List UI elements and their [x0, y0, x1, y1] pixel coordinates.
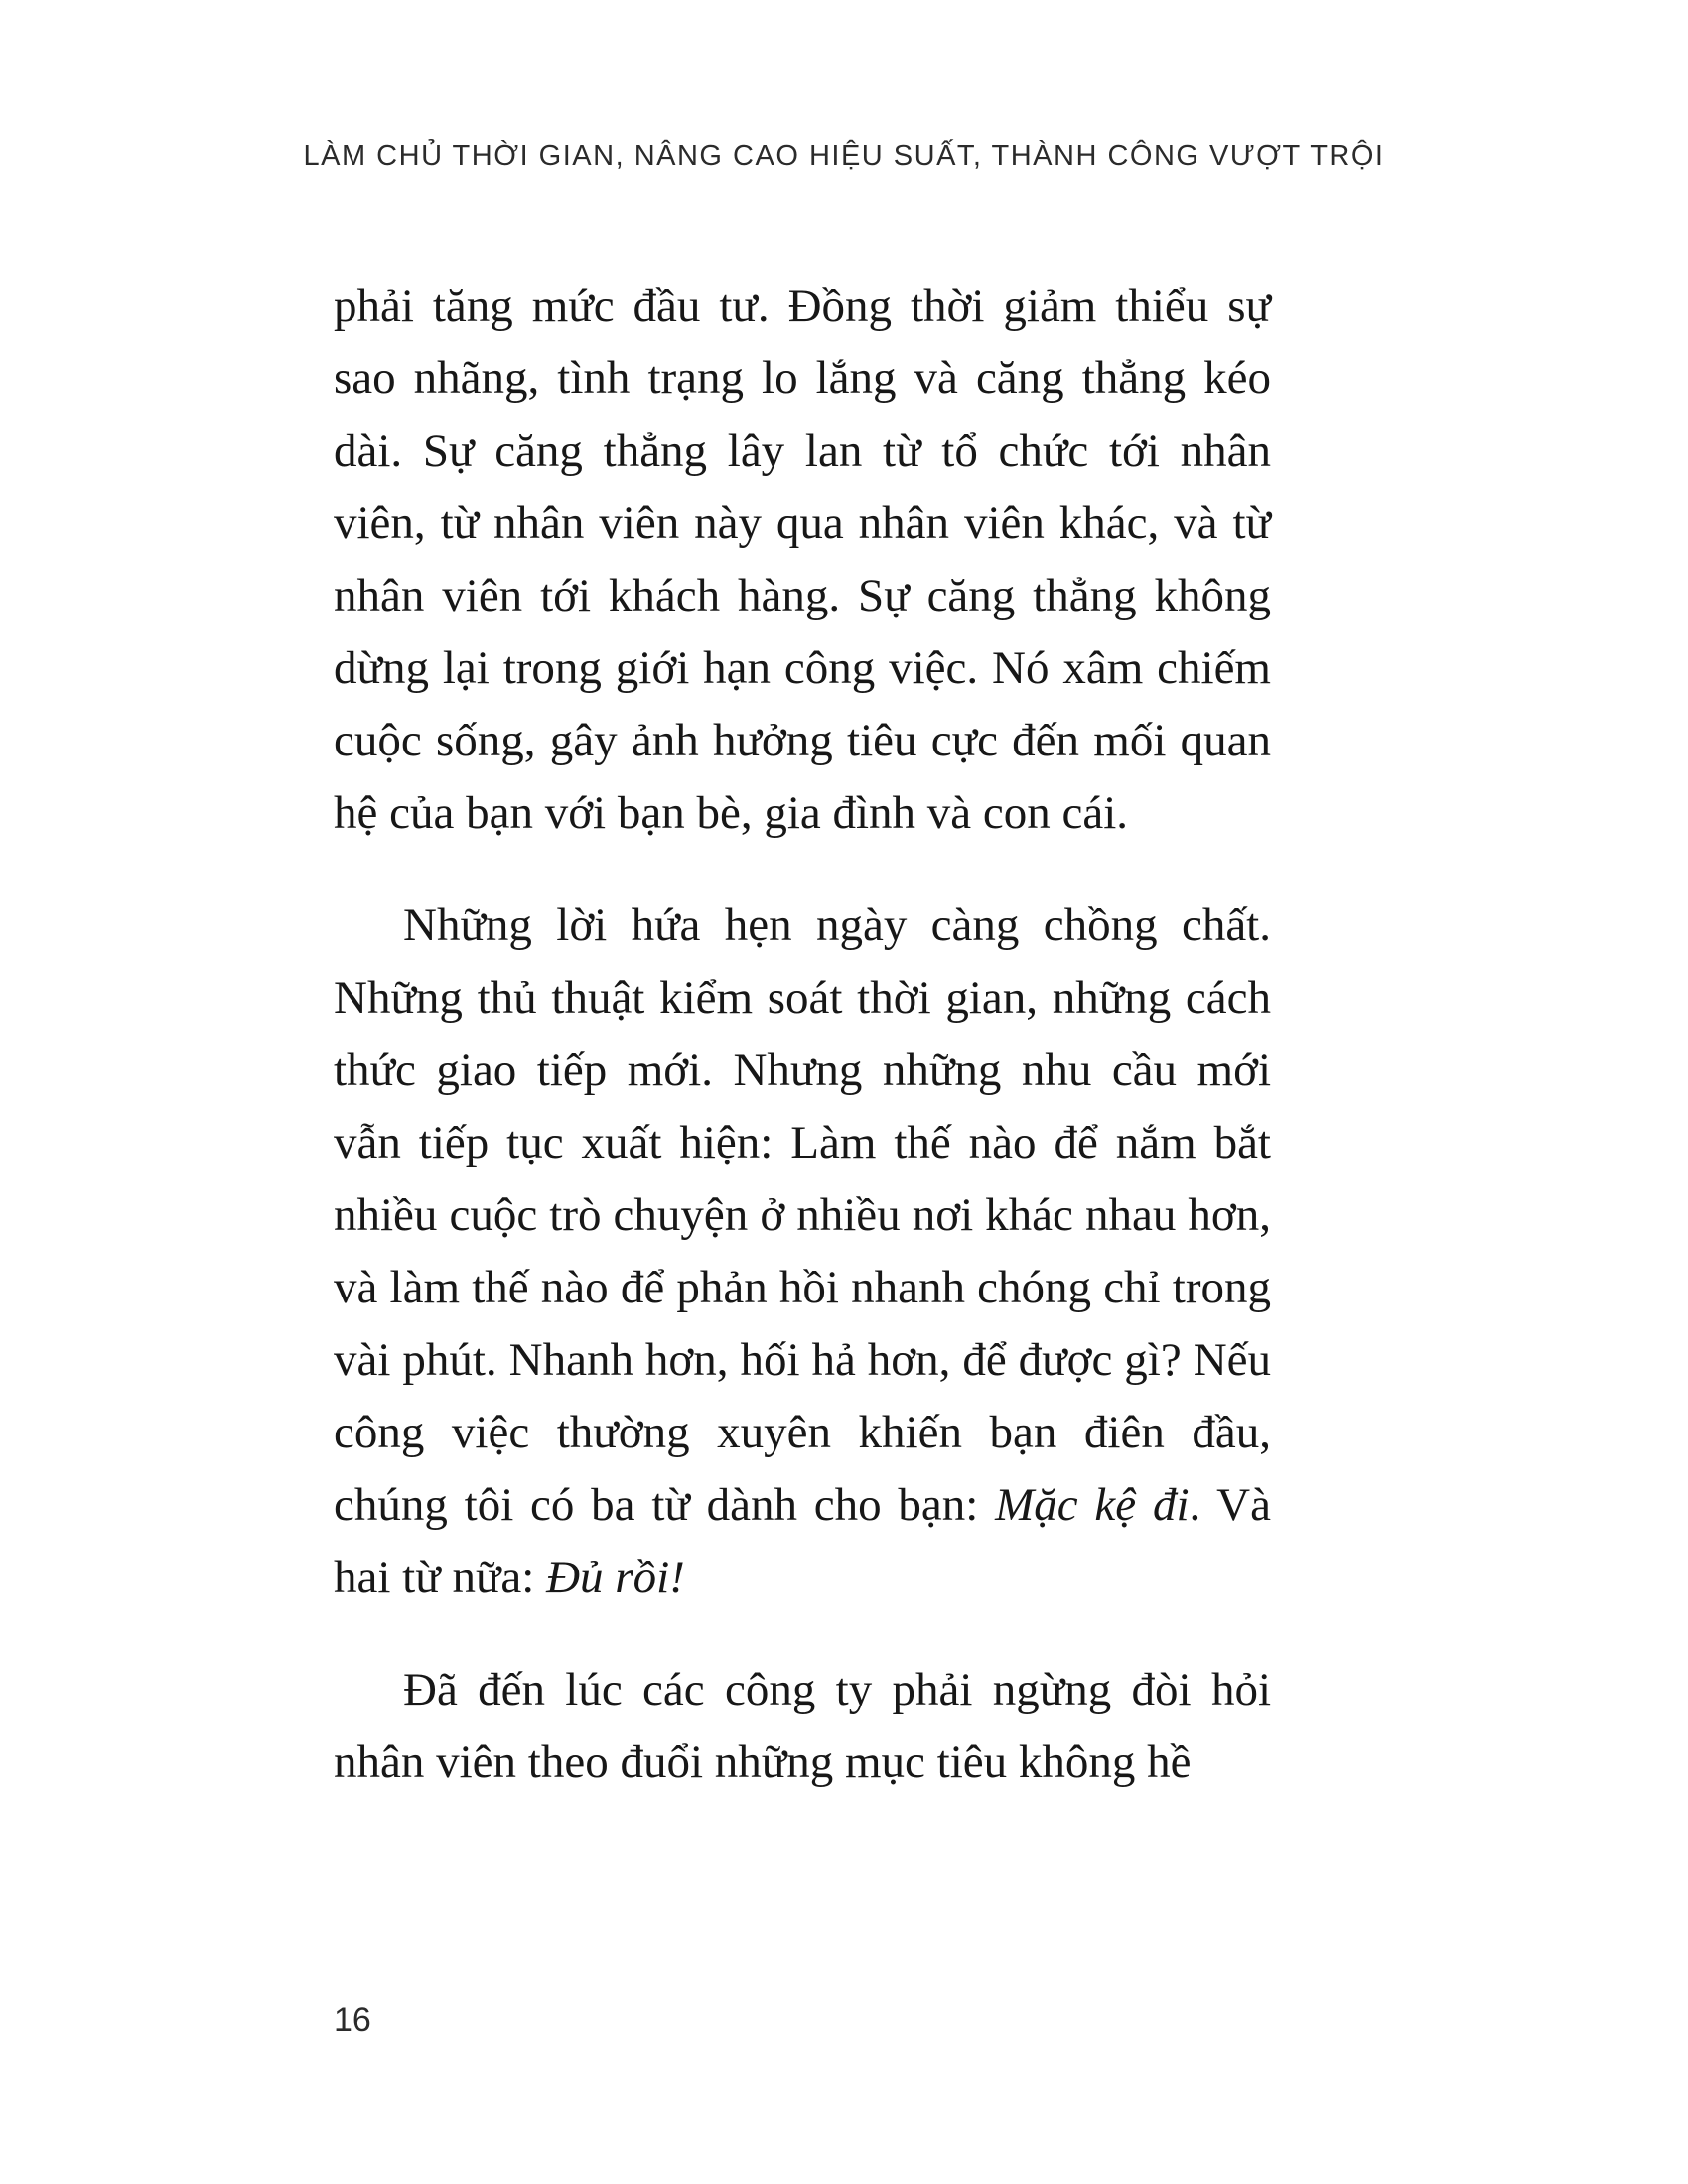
italic-text-run: Đủ rồi!: [546, 1552, 685, 1603]
text-run: Những lời hứa hẹn ngày càng chồng chất. Những thủ thuật kiểm soát thời gian, những cách thức giao tiếp mới. Nhưng những nhu cầu mới vẫn tiếp tục xuất hiện: Làm thế nào để nắm bắt nhiều cuộc trò chuyện ở nhiều nơi khác nhau hơn, và làm thế nào để phản hồi nhanh chóng chỉ trong vài phút. Nhanh hơn, hối hả hơn, để được gì? Nếu công việc thường xuyên khiến bạn điên đầu, chúng tôi có ba từ dành cho bạn:: [334, 899, 1271, 1531]
text-run: . Và hai từ nữa:: [334, 1479, 1271, 1603]
running-header: LÀM CHỦ THỜI GIAN, NÂNG CAO HIỆU SUẤT, THÀNH CÔNG VƯỢT TRỘI: [303, 140, 1385, 172]
text-run: Đã đến lúc các công ty phải ngừng đòi hỏi nhân viên theo đuổi những mục tiêu không hề: [334, 1664, 1271, 1788]
paragraph: [334, 1654, 1271, 1799]
page-number: 16: [334, 2001, 371, 2039]
italic-text-run: Mặc kệ đi: [995, 1479, 1190, 1531]
paragraph: [334, 270, 1271, 850]
paragraph: [334, 889, 1271, 1614]
body-text: [334, 270, 1271, 1839]
text-run: phải tăng mức đầu tư. Đồng thời giảm thiểu sự sao nhãng, tình trạng lo lắng và căng thẳng kéo dài. Sự căng thẳng lây lan từ tổ chức tới nhân viên, từ nhân viên này qua nhân viên khác, và từ nhân viên tới khách hàng. Sự căng thẳng không dừng lại trong giới hạn công việc. Nó xâm chiếm cuộc sống, gây ảnh hưởng tiêu cực đến mối quan hệ của bạn với bạn bè, gia đình và con cái.: [334, 280, 1271, 839]
